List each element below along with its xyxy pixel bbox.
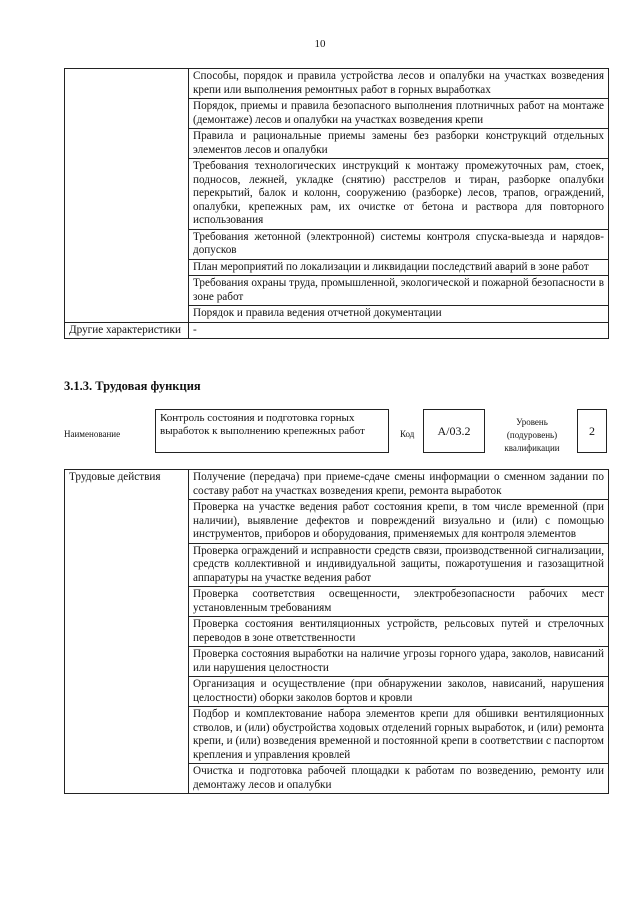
table-cell: Требования охраны труда, промышленной, экологической и пожарной безопасности в зоне работ	[189, 276, 609, 306]
table-row	[65, 470, 609, 500]
label-cell	[65, 69, 189, 323]
table-cell: Проверка состояния выработки на наличие угрозы горного удара, заколов, нависаний или нарушения целостности	[189, 647, 609, 677]
other-characteristics-label: Другие характеристики	[65, 322, 189, 339]
function-level-box: 2	[577, 409, 607, 453]
table-cell: Очистка и подготовка рабочей площадки к работам по возведению, ремонту или демонтажу лесов и опалубки	[189, 764, 609, 794]
other-characteristics-value: -	[189, 322, 609, 339]
table-cell: Проверка ограждений и исправности средств связи, производственной сигнализации, средств коллективной и индивидуальной защиты, пожаротушения и газозащитной аппаратуры на участке ведения работ	[189, 543, 609, 587]
table-cell: Получение (передача) при приеме-сдаче смены информации о сменном задании по составу работ на участках возведения крепи, ремонта выработок	[189, 470, 609, 500]
page-number: 10	[314, 38, 326, 50]
table-cell: Требования технологических инструкций к монтажу промежуточных рам, стоек, подносов, лежней, укладке (снятию) расстрелов и тиран, разборке опалубки перекрытий, балок и колонн, сооружению (разборке) лесов, трапов, ограждений, опалубки, крепежных рам, их очистке от бетона и раствора для повторного использования	[189, 159, 609, 230]
table-cell: Порядок, приемы и правила безопасного выполнения плотничных работ на монтаже (демонтаже) лесов и опалубки на участках возведения крепи	[189, 99, 609, 129]
table-cell: Правила и рациональные приемы замены без разборки конструкций отдельных элементов лесов и опалубки	[189, 129, 609, 159]
table-row	[65, 322, 609, 339]
table-row	[65, 69, 609, 99]
table-cell: Подбор и комплектование набора элементов крепи для обшивки вентиляционных стволов, и (или) обустройства ходовых отделений горных выработок, и (или) ремонта крепи, и (или) возведения временной и постоянной крепи в соответствии с паспортом крепления и управления кровлей	[189, 707, 609, 764]
labor-actions-label: Трудовые действия	[65, 470, 189, 794]
knowledge-table	[64, 68, 609, 339]
table-cell: Проверка состояния вентиляционных устройств, рельсовых путей и стрелочных переводов в зоне ответственности	[189, 617, 609, 647]
table-cell: Проверка соответствия освещенности, электробезопасности рабочих мест установленным требованиям	[189, 587, 609, 617]
level-label: Уровень (подуровень) квалификации	[504, 417, 560, 453]
code-label: Код	[400, 429, 415, 439]
table-cell: Способы, порядок и правила устройства лесов и опалубки на участках возведения крепи или выполнения ремонтных работ в горных выработках	[189, 69, 609, 99]
table-cell: Организация и осуществление (при обнаружении заколов, нависаний, нарушения целостности) оборки заколов бортов и кровли	[189, 677, 609, 707]
name-label: Наименование	[64, 429, 121, 439]
function-code-box: А/03.2	[423, 409, 485, 453]
table-cell: Требования жетонной (электронной) системы контроля спуска-выезда и нарядов-допусков	[189, 229, 609, 259]
section-title: 3.1.3. Трудовая функция	[64, 379, 201, 393]
function-name-box: Контроль состояния и подготовка горных выработок к выполнению крепежных работ	[155, 409, 389, 453]
table-cell: Проверка на участке ведения работ состояния крепи, в том числе временной (при наличии), выявление дефектов и повреждений визуально и (или) с помощью инструментов, приборов и оборудования, применяемых для контроля элементов	[189, 500, 609, 544]
labor-actions-table	[64, 469, 609, 794]
table-cell: Порядок и правила ведения отчетной документации	[189, 306, 609, 323]
table-cell: План мероприятий по локализации и ликвидации последствий аварий в зоне работ	[189, 259, 609, 276]
